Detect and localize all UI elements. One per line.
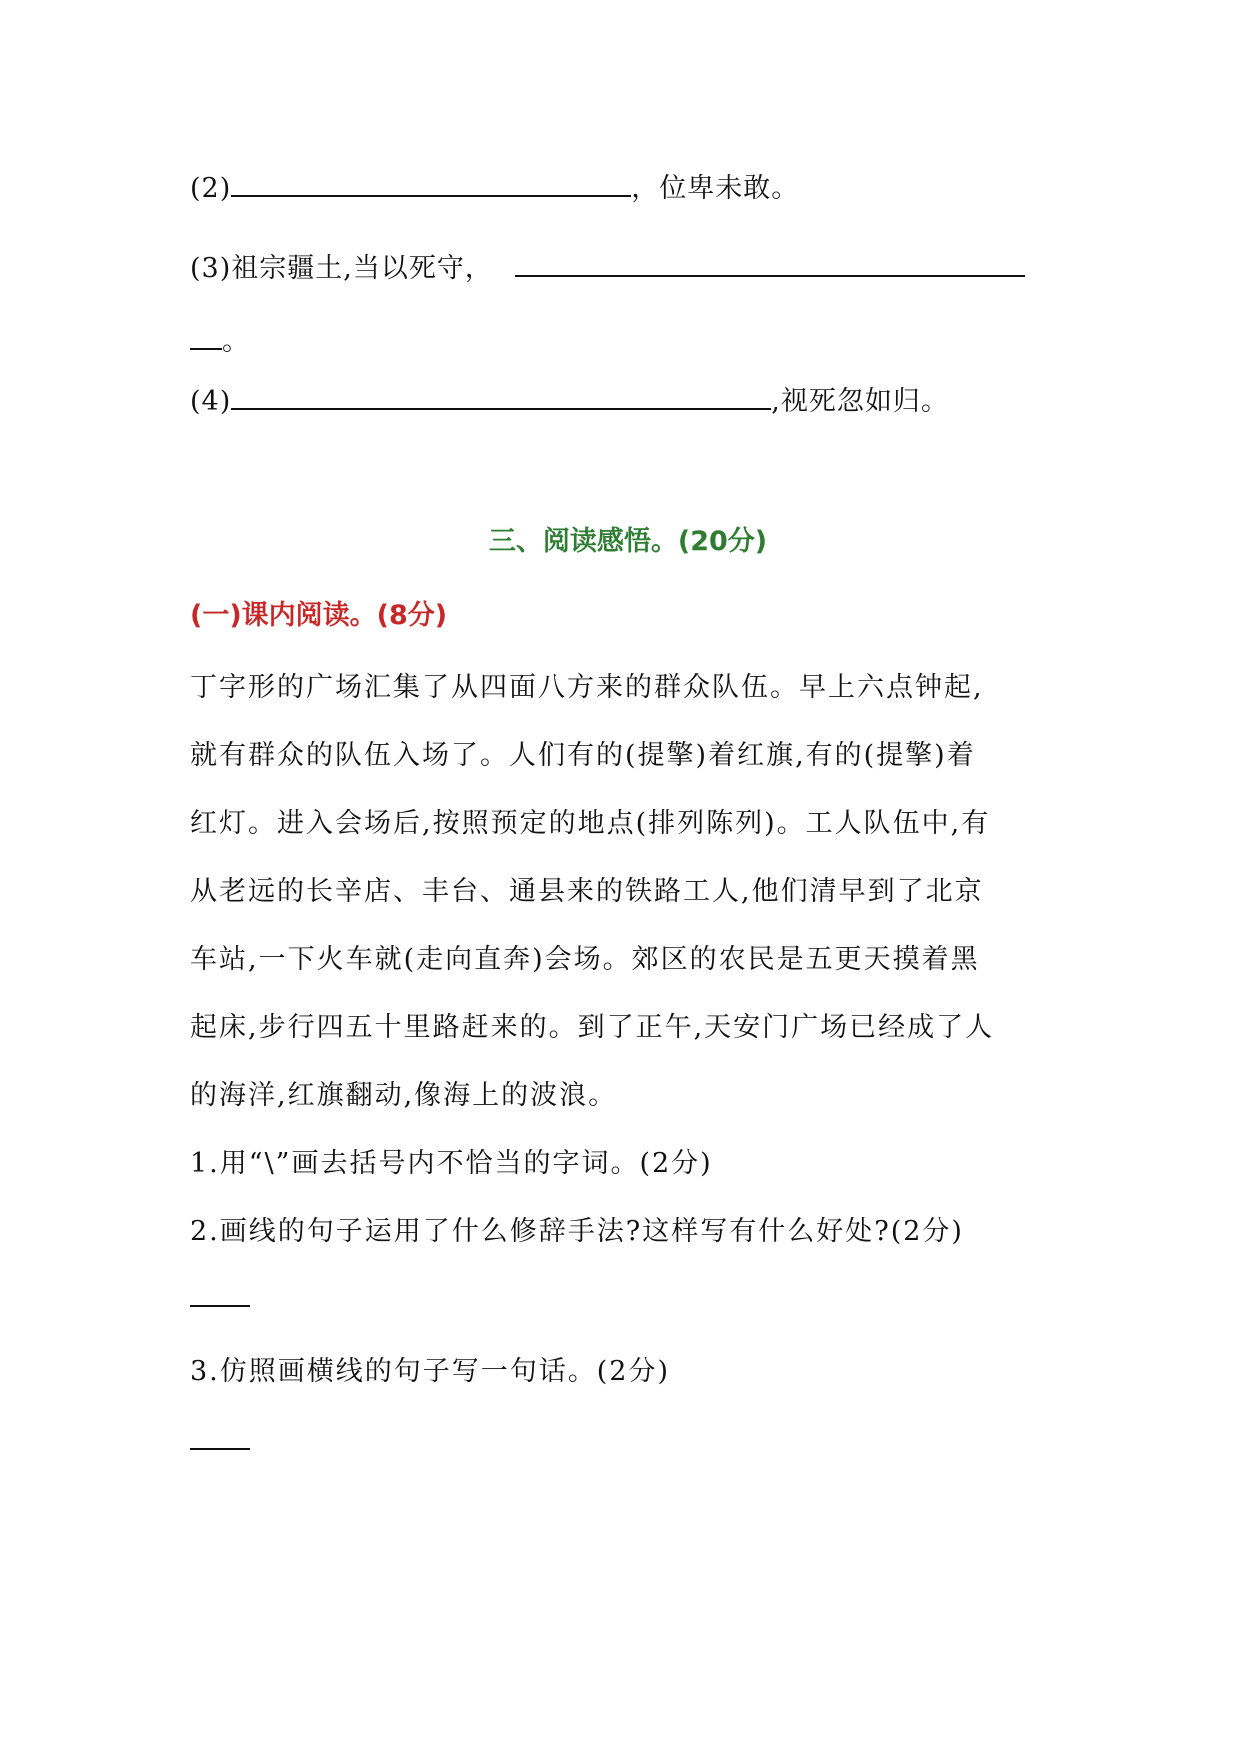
answer-blank[interactable]	[231, 165, 631, 197]
passage-line: 从老远的长辛店、丰台、通县来的铁路工人,他们清早到了北京	[190, 876, 984, 907]
fill-in-item-3	[190, 245, 1025, 289]
item-text-before: 祖宗疆土,当以死守，	[231, 253, 493, 284]
question-3: 3.仿照画横线的句子写一句话。(2分)	[190, 1356, 671, 1387]
subsection-title: (一)课内阅读。(8分)	[190, 600, 448, 631]
item-number: (3)	[190, 253, 232, 284]
passage-line: 起床,步行四五十里路赶来的。到了正午,天安门广场已经成了人	[190, 1012, 995, 1043]
passage-line: 车站,一下火车就(走向直奔)会场。郊区的农民是五更天摸着黑	[190, 944, 980, 975]
fill-in-item-4	[190, 378, 949, 422]
fill-in-item-2	[190, 165, 799, 209]
answer-blank-continued[interactable]	[190, 318, 222, 350]
passage-line: 的海洋,红旗翻动,像海上的波浪。	[190, 1080, 618, 1111]
passage-line: 红灯。进入会场后,按照预定的地点(排列陈列)。工人队伍中,有	[190, 808, 991, 839]
item-number: (4)	[190, 386, 232, 417]
item-number: (2)	[190, 173, 232, 204]
question-2: 2.画线的句子运用了什么修辞手法?这样写有什么好处?(2分)	[190, 1216, 964, 1247]
passage-line: 就有群众的队伍入场了。人们有的(提擎)着红旗,有的(提擎)着	[190, 740, 976, 771]
question-1: 1.用“\”画去括号内不恰当的字词。(2分)	[190, 1148, 713, 1179]
section-title: 三、阅读感悟。(20分)	[488, 526, 768, 557]
answer-blank[interactable]	[231, 378, 771, 410]
passage-line: 丁字形的广场汇集了从四面八方来的群众队伍。早上六点钟起,	[190, 672, 984, 703]
item-text-after: ，位卑未敢。	[631, 173, 800, 204]
question-3-answer-line[interactable]	[190, 1448, 250, 1450]
item-text-after: 。	[222, 326, 250, 357]
fill-in-item-3-continuation	[190, 318, 250, 362]
question-2-answer-line[interactable]	[190, 1305, 250, 1307]
answer-blank[interactable]	[515, 245, 1025, 277]
item-text-after: ,视死忽如归。	[771, 386, 949, 417]
